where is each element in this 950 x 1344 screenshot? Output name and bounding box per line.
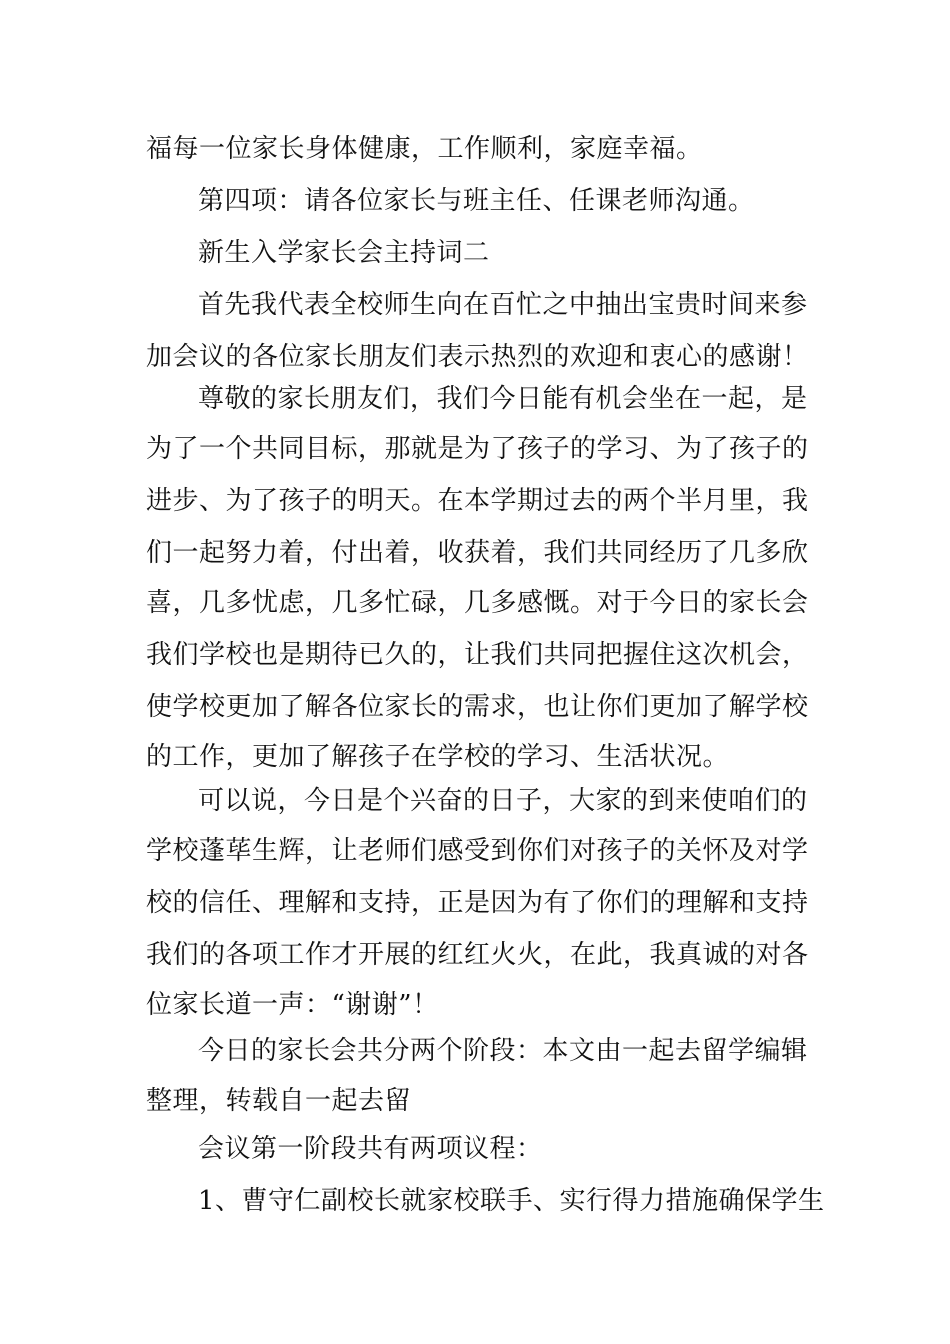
text-line: 们一起努力着，付出着，收获着，我们共同经历了几多欣 (146, 538, 809, 568)
text-line: 可以说，今日是个兴奋的日子，大家的到来使咱们的 (198, 786, 808, 816)
text-line: 我们的各项工作才开展的红红火火，在此，我真诚的对各 (146, 940, 809, 970)
text-line: 首先我代表全校师生向在百忙之中抽出宝贵时间来参 (198, 290, 808, 320)
text-line: 我们学校也是期待已久的，让我们共同把握住这次机会， (146, 640, 809, 670)
text-line: 今日的家长会共分两个阶段：本文由一起去留学编辑 (198, 1036, 808, 1066)
text-line: 的工作，更加了解孩子在学校的学习、生活状况。 (146, 742, 730, 772)
text-line: 加会议的各位家长朋友们表示热烈的欢迎和衷心的感谢！ (146, 342, 809, 372)
section-heading: 新生入学家长会主持词二 (198, 238, 490, 268)
text-line: 使学校更加了解各位家长的需求，也让你们更加了解学校 (146, 692, 809, 722)
text-line: 学校蓬荜生辉，让老师们感受到你们对孩子的关怀及对学 (146, 836, 809, 866)
text-line: 第四项：请各位家长与班主任、任课老师沟通。 (198, 186, 755, 216)
text-line: 位家长道一声：“谢谢”！ (146, 990, 439, 1020)
text-line: 校的信任、理解和支持，正是因为有了你们的理解和支持 (146, 888, 809, 918)
text-line: 进步、为了孩子的明天。在本学期过去的两个半月里，我 (146, 486, 809, 516)
text-line: 喜，几多忧虑，几多忙碌，几多感慨。对于今日的家长会 (146, 588, 809, 618)
text-line: 福每一位家长身体健康，工作顺利，家庭幸福。 (146, 134, 703, 164)
text-line: 整理，转载自一起去留 (146, 1086, 412, 1116)
text-line: 会议第一阶段共有两项议程： (198, 1134, 543, 1164)
text-line: 为了一个共同目标，那就是为了孩子的学习、为了孩子的 (146, 434, 809, 464)
text-line: 尊敬的家长朋友们，我们今日能有机会坐在一起，是 (198, 384, 808, 414)
text-line: 1、曹守仁副校长就家校联手、实行得力措施确保学生 (198, 1186, 825, 1216)
